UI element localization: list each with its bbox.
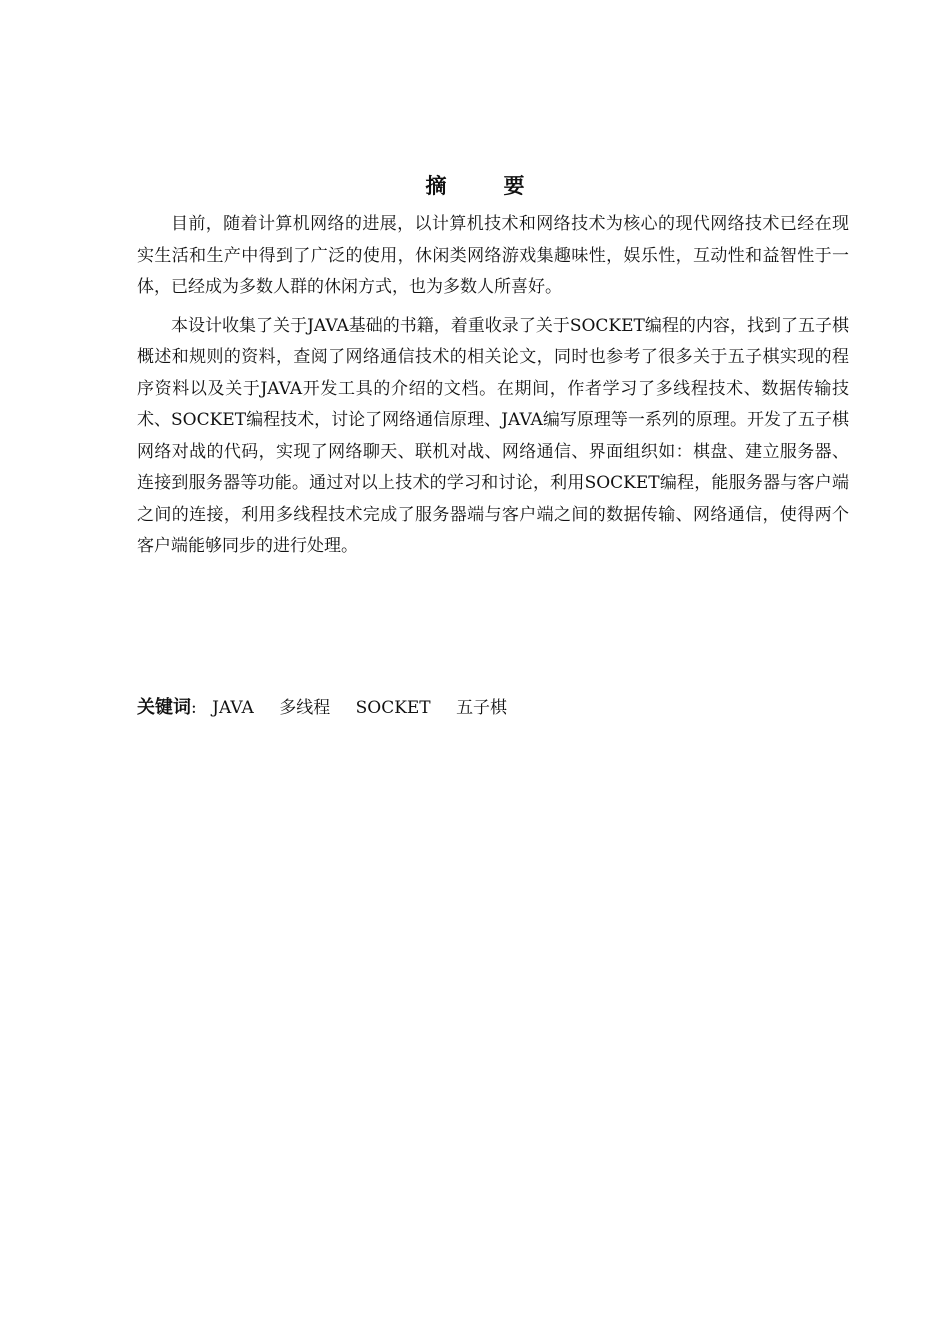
abstract-title: 摘 要 bbox=[425, 174, 543, 198]
keywords-label: 关键词 bbox=[137, 697, 191, 718]
abstract-body bbox=[137, 209, 849, 570]
keyword-item: 多线程 bbox=[279, 698, 331, 718]
keywords-line bbox=[137, 695, 849, 721]
abstract-paragraph-2: 本设计收集了关于JAVA基础的书籍，着重收录了关于SOCKET编程的内容，找到了五子棋概述和规则的资料，查阅了网络通信技术的相关论文，同时也参考了很多关于五子棋实现的程序资料以及关于JAVA开发工具的介绍的文档。在期间，作者学习了多线程技术、数据传输技术、SOCKET编程技术，讨论了网络通信原理、JAVA编写原理等一系列的原理。开发了五子棋网络对战的代码，实现了网络聊天、联机对战、网络通信、界面组织如：棋盘、建立服务器、连接到服务器等功能。通过对以上技术的学习和讨论，利用SOCKET编程，能服务器与客户端之间的连接，利用多线程技术完成了服务器端与客户端之间的数据传输、网络通信，使得两个客户端能够同步的进行处理。 bbox=[137, 315, 849, 556]
abstract-paragraph-1: 目前，随着计算机网络的进展，以计算机技术和网络技术为核心的现代网络技术已经在现实生活和生产中得到了广泛的使用，休闲类网络游戏集趣味性，娱乐性，互动性和益智性于一体，已经成为多数人群的休闲方式，也为多数人所喜好。 bbox=[137, 214, 849, 297]
keywords-separator: : bbox=[191, 698, 197, 718]
keyword-item: 五子棋 bbox=[456, 698, 508, 718]
keyword-item: SOCKET bbox=[355, 698, 431, 718]
keyword-item: JAVA bbox=[212, 698, 254, 718]
